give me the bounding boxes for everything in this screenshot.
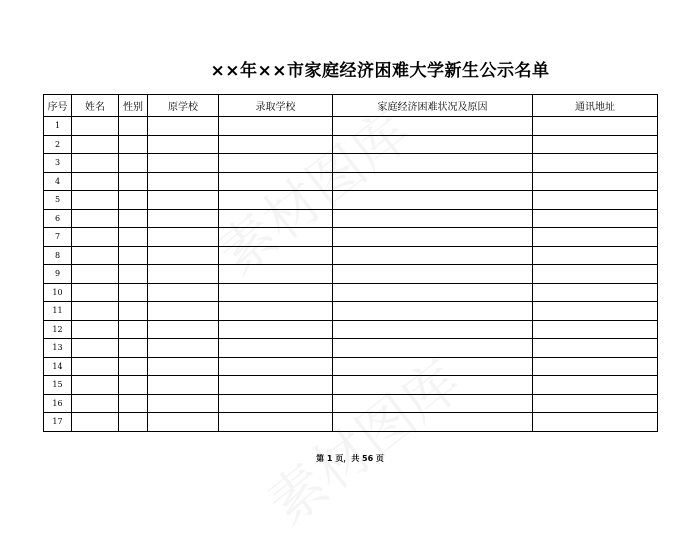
table-cell [148, 228, 219, 247]
table-cell [533, 172, 658, 191]
table-row [44, 191, 658, 210]
roster-table [43, 94, 658, 432]
table-cell [148, 246, 219, 265]
table-row [44, 246, 658, 265]
table-cell [219, 394, 333, 413]
row-number: 11 [44, 302, 72, 321]
table-cell [119, 228, 148, 247]
table-cell [219, 135, 333, 154]
row-number: 9 [44, 265, 72, 284]
table-cell [219, 117, 333, 136]
table-cell [119, 135, 148, 154]
table-cell [533, 339, 658, 358]
table-cell [119, 117, 148, 136]
table-cell [119, 172, 148, 191]
header-serial: 序号 [44, 95, 72, 117]
table-cell [533, 265, 658, 284]
table-cell [219, 191, 333, 210]
table-cell [533, 191, 658, 210]
table-cell [72, 283, 119, 302]
table-cell [533, 413, 658, 432]
table-cell [533, 209, 658, 228]
table-row [44, 209, 658, 228]
table-cell [148, 154, 219, 173]
table-cell [333, 117, 533, 136]
table-cell [72, 413, 119, 432]
table-cell [148, 209, 219, 228]
table-cell [333, 376, 533, 395]
header-address: 通讯地址 [533, 95, 658, 117]
table-cell [333, 413, 533, 432]
table-row [44, 283, 658, 302]
table-cell [119, 394, 148, 413]
table-cell [148, 376, 219, 395]
table-cell [72, 302, 119, 321]
table-cell [219, 283, 333, 302]
row-number: 12 [44, 320, 72, 339]
table-row [44, 265, 658, 284]
table-cell [219, 172, 333, 191]
table-cell [119, 413, 148, 432]
row-number: 3 [44, 154, 72, 173]
page-footer: 第 1 页，共 56 页 [316, 454, 384, 463]
header-name: 姓名 [72, 95, 119, 117]
table-row [44, 135, 658, 154]
table-cell [219, 228, 333, 247]
table-cell [119, 246, 148, 265]
table-cell [119, 339, 148, 358]
table-cell [533, 135, 658, 154]
table-cell [219, 339, 333, 358]
table-cell [333, 339, 533, 358]
table-cell [533, 283, 658, 302]
table-cell [333, 154, 533, 173]
page-title: ××年××市家庭经济困难大学新生公示名单 [210, 61, 550, 81]
table-row [44, 339, 658, 358]
table-cell [119, 283, 148, 302]
table-cell [333, 394, 533, 413]
table-cell [72, 320, 119, 339]
table-cell [72, 209, 119, 228]
row-number: 7 [44, 228, 72, 247]
table-cell [72, 191, 119, 210]
table-cell [148, 320, 219, 339]
table-cell [333, 228, 533, 247]
row-number: 17 [44, 413, 72, 432]
table-cell [72, 376, 119, 395]
table-cell [119, 154, 148, 173]
table-cell [533, 376, 658, 395]
header-original-school: 原学校 [148, 95, 219, 117]
table-cell [148, 413, 219, 432]
table-cell [119, 209, 148, 228]
table-cell [148, 339, 219, 358]
table-cell [148, 135, 219, 154]
table-cell [219, 302, 333, 321]
row-number: 10 [44, 283, 72, 302]
table-cell [72, 172, 119, 191]
table-cell [72, 265, 119, 284]
table-cell [219, 246, 333, 265]
table-cell [119, 191, 148, 210]
table-cell [148, 117, 219, 136]
table-cell [219, 154, 333, 173]
table-cell [333, 302, 533, 321]
table-cell [72, 117, 119, 136]
row-number: 13 [44, 339, 72, 358]
table-cell [533, 117, 658, 136]
table-cell [148, 394, 219, 413]
table-cell [119, 265, 148, 284]
table-row [44, 413, 658, 432]
table-cell [333, 191, 533, 210]
table-cell [333, 283, 533, 302]
table-cell [148, 357, 219, 376]
table-cell [533, 320, 658, 339]
table-cell [72, 339, 119, 358]
row-number: 2 [44, 135, 72, 154]
table-cell [219, 320, 333, 339]
table-cell [533, 228, 658, 247]
row-number: 14 [44, 357, 72, 376]
table-cell [533, 154, 658, 173]
header-gender: 性别 [119, 95, 148, 117]
table-cell [333, 320, 533, 339]
table-cell [148, 302, 219, 321]
table-body [44, 117, 658, 432]
table-cell [533, 394, 658, 413]
row-number: 4 [44, 172, 72, 191]
table-cell [148, 265, 219, 284]
table-cell [333, 172, 533, 191]
table-row [44, 154, 658, 173]
table-row [44, 357, 658, 376]
table-cell [219, 413, 333, 432]
table-cell [333, 135, 533, 154]
table-cell [533, 357, 658, 376]
row-number: 8 [44, 246, 72, 265]
row-number: 16 [44, 394, 72, 413]
row-number: 5 [44, 191, 72, 210]
table-cell [219, 265, 333, 284]
table-cell [219, 357, 333, 376]
row-number: 15 [44, 376, 72, 395]
table-cell [333, 357, 533, 376]
table-cell [533, 246, 658, 265]
table-cell [119, 302, 148, 321]
table-cell [148, 191, 219, 210]
row-number: 1 [44, 117, 72, 136]
table-cell [72, 154, 119, 173]
table-row [44, 117, 658, 136]
table-cell [148, 283, 219, 302]
table-cell [72, 394, 119, 413]
table-cell [72, 228, 119, 247]
table-cell [333, 209, 533, 228]
header-admitted-school: 录取学校 [219, 95, 333, 117]
table-cell [148, 172, 219, 191]
header-row [44, 95, 658, 117]
table-cell [333, 246, 533, 265]
table-cell [533, 302, 658, 321]
table-row [44, 376, 658, 395]
table-cell [72, 246, 119, 265]
table-cell [119, 357, 148, 376]
table-cell [72, 357, 119, 376]
table-row [44, 302, 658, 321]
table-cell [119, 320, 148, 339]
table-row [44, 320, 658, 339]
row-number: 6 [44, 209, 72, 228]
table-cell [219, 376, 333, 395]
table-row [44, 172, 658, 191]
table-cell [333, 265, 533, 284]
table-row [44, 394, 658, 413]
table-cell [119, 376, 148, 395]
table-row [44, 228, 658, 247]
table-cell [72, 135, 119, 154]
table-cell [219, 209, 333, 228]
header-hardship-reason: 家庭经济困难状况及原因 [333, 95, 533, 117]
